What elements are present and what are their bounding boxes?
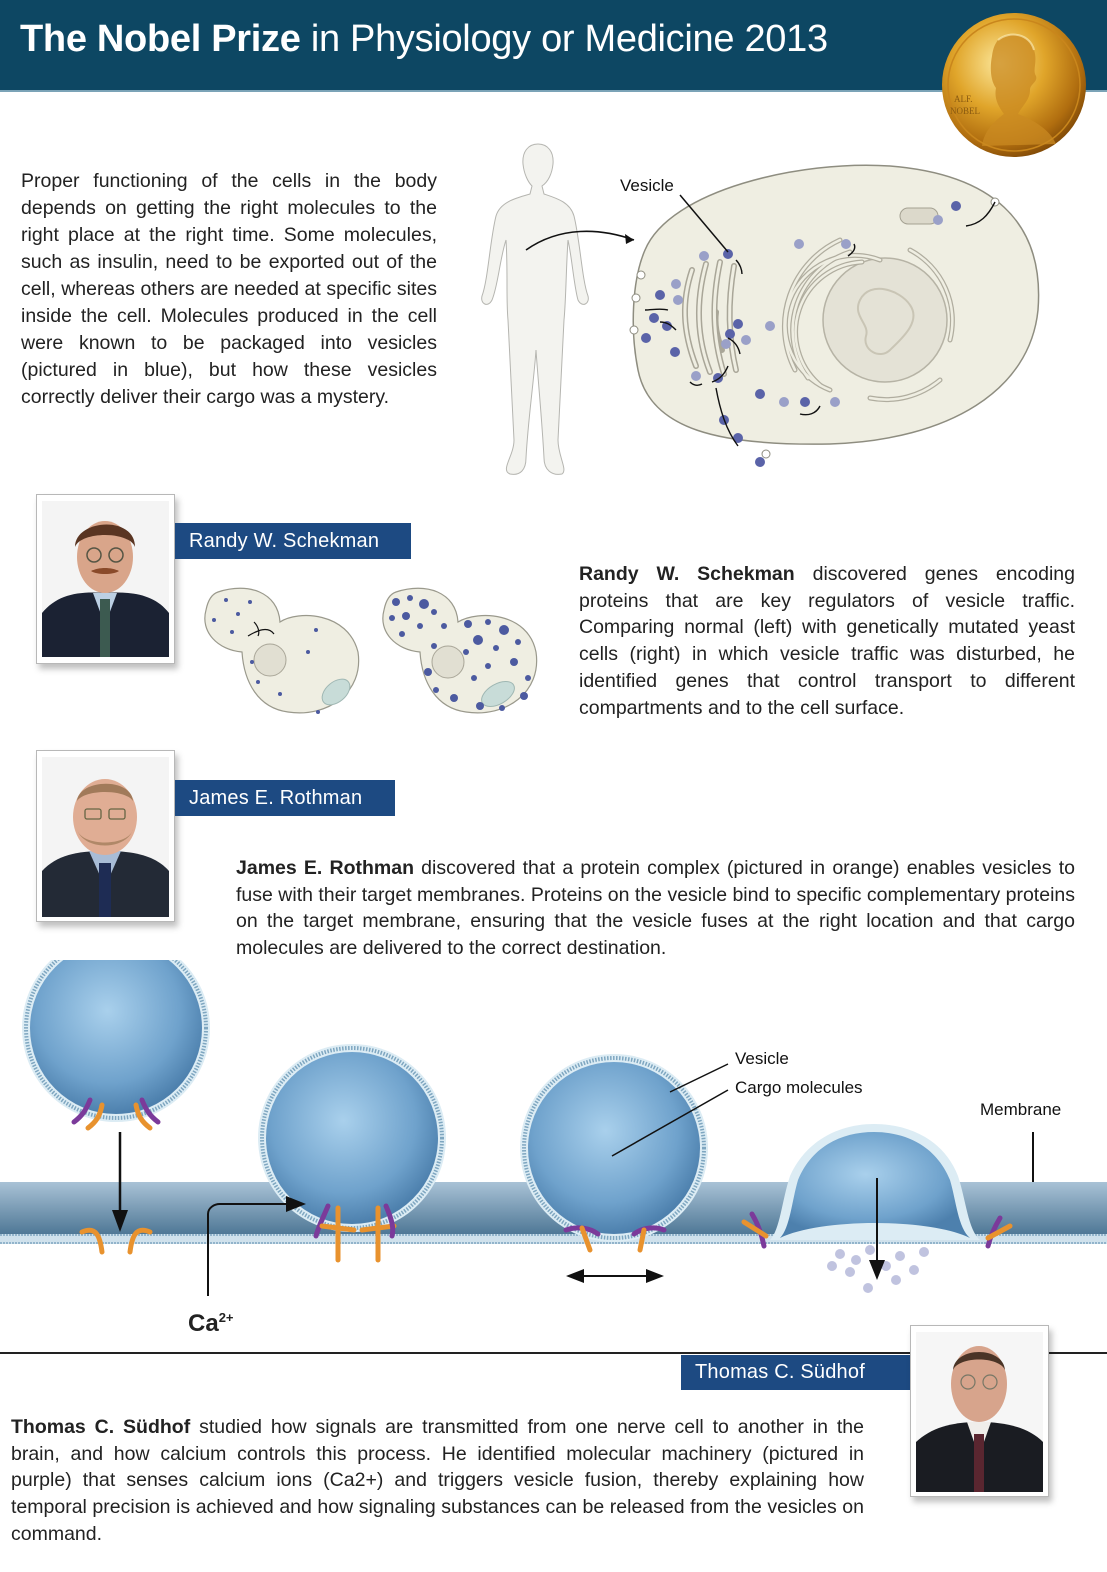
vesicle-pointer-2 (670, 1064, 728, 1092)
rothman-text: discovered that a protein complex (pictured in orange) enables vesicles to fuse with their target membranes. Proteins on the vesicle bind to specific complementary proteins on the target membrane, ensuring that the vesicle fuses at the right location and that cargo molecules are delivered to the correct destination. (236, 857, 1075, 960)
mutant-yeast-cell (383, 588, 537, 713)
sudhof-bold-name: Thomas C. Südhof (11, 1416, 191, 1438)
calcium-symbol: Ca (188, 1310, 219, 1337)
schekman-text: discovered genes encoding proteins that are key regulators of vesicle traffic. Comparing normal (left) with genetically mutated yeast cells (right) in which vesicle traffic was disturbed, he identified genes that control transport to different compartments and to the cell surface. (579, 563, 1075, 719)
name-tag-schekman: Randy W. Schekman (175, 523, 411, 559)
title-rest: in Physiology or Medicine 2013 (300, 18, 828, 60)
organelle (900, 208, 938, 224)
vesicle-1 (22, 960, 210, 1122)
vesicle-3 (520, 1054, 708, 1242)
sudhof-description (11, 1414, 864, 1548)
nucleus (823, 258, 947, 382)
human-silhouette (482, 144, 589, 474)
page-title (20, 18, 828, 61)
portrait-sudhof (910, 1325, 1049, 1497)
portrait-rothman (36, 750, 175, 922)
membrane-label: Membrane (980, 1100, 1062, 1119)
rothman-description (236, 855, 1075, 962)
vesicle-4-fused (770, 1124, 980, 1240)
vesicle-fusion-diagram (0, 960, 1107, 1350)
cell-diagram (470, 140, 1050, 480)
fusion-vesicle-label: Vesicle (735, 1049, 789, 1068)
intro-paragraph: Proper functioning of the cells in the body depends on getting the right molecules to the right place at the right time. Some molecules, such as insulin, need to be exported out of the cell, whereas others are needed at specific sites inside the cell. Molecules produced in the cell were known to be packaged into vesicles (pictured in blue), but how these vesicles correctly deliver their cargo was a mystery. (21, 170, 437, 408)
schekman-bold-name: Randy W. Schekman (579, 563, 795, 585)
rothman-bold-name: James E. Rothman (236, 857, 414, 879)
nobel-medal-icon (938, 10, 1090, 160)
vesicle-label: Vesicle (620, 176, 674, 195)
sudhof-text: studied how signals are transmitted from one nerve cell to another in the brain, and how calcium controls this process. He identified molecular machinery (pictured in purple) that senses calcium ions (Ca2+) and triggers vesicle fusion, thereby explaining how temporal precision is achieved and how signaling substances can be released from the vesicles on command. (11, 1416, 864, 1545)
cargo-molecules-label: Cargo molecules (735, 1078, 863, 1097)
name-tag-rothman: James E. Rothman (175, 780, 395, 816)
svg-text:NOBEL: NOBEL (950, 106, 980, 116)
svg-text:ALF.: ALF. (954, 94, 973, 104)
yeast-cells-diagram (198, 582, 543, 722)
title-bold: The Nobel Prize (20, 18, 301, 60)
sudhof-photo (911, 1326, 1048, 1496)
portrait-schekman (36, 494, 175, 664)
calcium-ion-label (188, 1310, 234, 1338)
schekman-photo (37, 495, 174, 663)
calcium-charge: 2+ (218, 1310, 234, 1325)
schekman-description (579, 561, 1075, 721)
normal-yeast-cell (205, 588, 359, 714)
rothman-photo (37, 751, 174, 921)
name-tag-sudhof: Thomas C. Südhof (681, 1355, 910, 1390)
